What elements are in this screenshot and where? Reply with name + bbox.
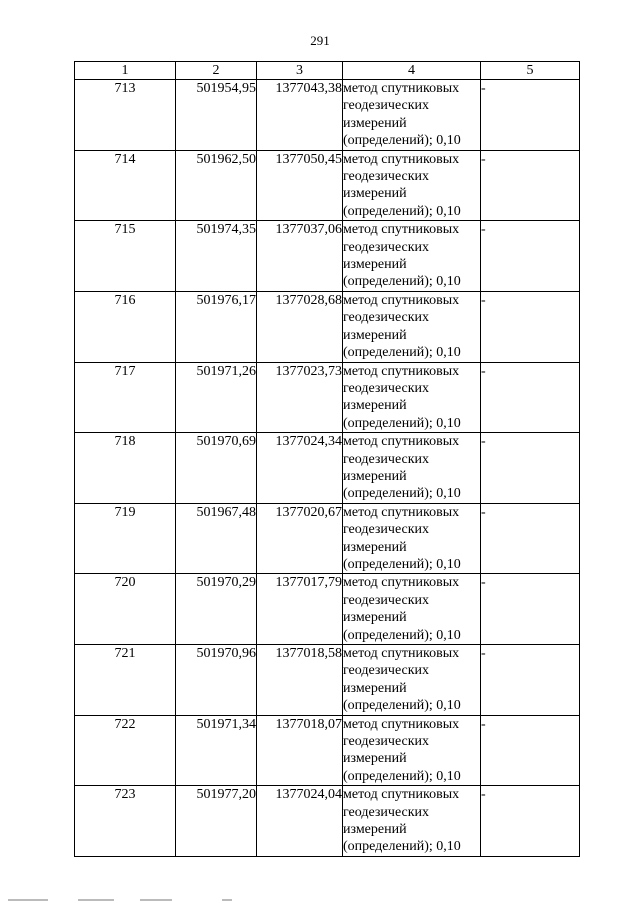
coordinate-y-text: 1377020,67 [275, 504, 342, 520]
point-number-cell [75, 645, 176, 716]
method-cell [343, 291, 481, 362]
method-text: метод спутниковых геодезических измерений (определений); 0,10 [343, 81, 461, 149]
coordinate-x-cell [176, 503, 257, 574]
note-cell [481, 433, 580, 504]
coordinate-y-cell [257, 291, 343, 362]
coordinate-y-text: 1377023,73 [275, 363, 342, 379]
note-text: - [481, 787, 486, 803]
coordinate-y-text: 1377043,38 [275, 81, 342, 96]
table-row [75, 362, 580, 433]
note-cell [481, 291, 580, 362]
coordinate-x-text: 501970,96 [196, 646, 256, 661]
point-number-text: 715 [114, 222, 136, 238]
coordinate-x-text: 501974,35 [196, 222, 256, 238]
note-text: - [481, 81, 486, 96]
method-text: метод спутниковых геодезических измерений (определений); 0,10 [343, 787, 461, 855]
note-cell [481, 786, 580, 857]
coordinate-x-text: 501977,20 [196, 787, 256, 803]
point-number-cell [75, 80, 176, 151]
coordinate-x-cell [176, 80, 257, 151]
point-number-cell [75, 574, 176, 645]
column-header-3: 3 [257, 62, 343, 80]
table-row [75, 715, 580, 786]
coordinate-y-text: 1377028,68 [275, 292, 342, 308]
coordinate-y-text: 1377050,45 [275, 151, 342, 167]
note-text: - [481, 363, 486, 379]
table-row [75, 221, 580, 292]
coordinate-x-cell [176, 715, 257, 786]
column-header-5: 5 [481, 62, 580, 80]
note-cell [481, 715, 580, 786]
point-number-text: 722 [114, 716, 136, 732]
method-cell [343, 574, 481, 645]
column-header-2: 2 [176, 62, 257, 80]
coordinate-x-text: 501954,95 [196, 81, 256, 96]
coordinate-y-cell [257, 503, 343, 574]
table-row [75, 645, 580, 716]
page-number: 291 [310, 33, 330, 48]
point-number-text: 723 [114, 787, 136, 803]
coordinate-x-cell [176, 221, 257, 292]
coordinate-y-cell [257, 221, 343, 292]
coordinate-y-text: 1377024,04 [275, 787, 342, 803]
point-number-text: 717 [114, 363, 136, 379]
coordinate-y-cell [257, 433, 343, 504]
column-header-1: 1 [75, 62, 176, 80]
method-cell [343, 221, 481, 292]
coordinate-y-text: 1377017,79 [275, 575, 342, 591]
coordinate-x-cell [176, 574, 257, 645]
table-row [75, 786, 580, 857]
method-text: метод спутниковых геодезических измерений (определений); 0,10 [343, 434, 461, 502]
coordinate-x-text: 501970,29 [196, 575, 256, 591]
method-cell [343, 433, 481, 504]
method-text: метод спутниковых геодезических измерений (определений); 0,10 [343, 716, 461, 784]
note-cell [481, 221, 580, 292]
coordinate-x-cell [176, 291, 257, 362]
table-row [75, 503, 580, 574]
note-text: - [481, 292, 486, 308]
table-header-row [75, 62, 580, 80]
note-text: - [481, 434, 486, 450]
table-row [75, 433, 580, 504]
method-text: метод спутниковых геодезических измерений (определений); 0,10 [343, 292, 461, 361]
point-number-cell [75, 291, 176, 362]
note-cell [481, 362, 580, 433]
method-text: метод спутниковых геодезических измерений (определений); 0,10 [343, 504, 461, 572]
coordinate-y-cell [257, 362, 343, 433]
coordinate-y-text: 1377018,07 [275, 716, 342, 732]
coordinate-y-text: 1377037,06 [275, 222, 342, 238]
point-number-text: 713 [114, 81, 136, 96]
method-text: метод спутниковых геодезических измерений (определений); 0,10 [343, 151, 461, 219]
method-text: метод спутниковых геодезических измерений (определений); 0,10 [343, 363, 461, 431]
method-cell [343, 80, 481, 151]
method-cell [343, 503, 481, 574]
point-number-cell [75, 362, 176, 433]
method-text: метод спутниковых геодезических измерений (определений); 0,10 [343, 222, 461, 290]
coordinate-x-text: 501967,48 [196, 504, 256, 520]
coordinate-y-cell [257, 715, 343, 786]
point-number-text: 716 [114, 292, 136, 308]
note-text: - [481, 646, 486, 661]
scan-artifact [0, 896, 640, 905]
point-number-text: 719 [114, 504, 136, 520]
coordinate-y-cell [257, 574, 343, 645]
coordinate-x-text: 501962,50 [196, 151, 256, 167]
point-number-cell [75, 786, 176, 857]
point-number-text: 718 [114, 434, 136, 450]
point-number-text: 714 [114, 151, 136, 167]
note-text: - [481, 222, 486, 238]
coordinate-x-cell [176, 433, 257, 504]
coordinate-x-text: 501971,34 [196, 716, 256, 732]
point-number-cell [75, 433, 176, 504]
coordinate-y-cell [257, 150, 343, 221]
method-cell [343, 645, 481, 716]
coordinate-x-text: 501976,17 [196, 292, 256, 308]
coordinate-x-cell [176, 150, 257, 221]
point-number-text: 720 [114, 575, 136, 591]
coordinate-x-cell [176, 786, 257, 857]
coordinate-x-text: 501970,69 [196, 434, 256, 450]
table-row [75, 291, 580, 362]
coordinate-x-text: 501971,26 [196, 363, 256, 379]
table-row [75, 80, 580, 151]
note-cell [481, 574, 580, 645]
column-header-4: 4 [343, 62, 481, 80]
coordinate-y-text: 1377024,34 [275, 434, 342, 450]
method-text: метод спутниковых геодезических измерений (определений); 0,10 [343, 646, 461, 714]
coordinate-y-text: 1377018,58 [275, 646, 342, 661]
coordinate-y-cell [257, 80, 343, 151]
method-text: метод спутниковых геодезических измерений (определений); 0,10 [343, 575, 461, 643]
point-number-cell [75, 221, 176, 292]
method-cell [343, 362, 481, 433]
point-number-cell [75, 150, 176, 221]
note-text: - [481, 716, 486, 732]
point-number-cell [75, 503, 176, 574]
note-cell [481, 80, 580, 151]
note-cell [481, 503, 580, 574]
point-number-cell [75, 715, 176, 786]
coordinate-y-cell [257, 645, 343, 716]
note-text: - [481, 151, 486, 167]
coordinate-x-cell [176, 362, 257, 433]
method-cell [343, 786, 481, 857]
table-row [75, 574, 580, 645]
table-row [75, 150, 580, 221]
method-cell [343, 715, 481, 786]
coordinate-x-cell [176, 645, 257, 716]
method-cell [343, 150, 481, 221]
point-number-text: 721 [114, 646, 136, 661]
note-cell [481, 150, 580, 221]
note-text: - [481, 575, 486, 591]
coordinate-y-cell [257, 786, 343, 857]
note-cell [481, 645, 580, 716]
coordinates-table [74, 61, 580, 857]
note-text: - [481, 504, 486, 520]
